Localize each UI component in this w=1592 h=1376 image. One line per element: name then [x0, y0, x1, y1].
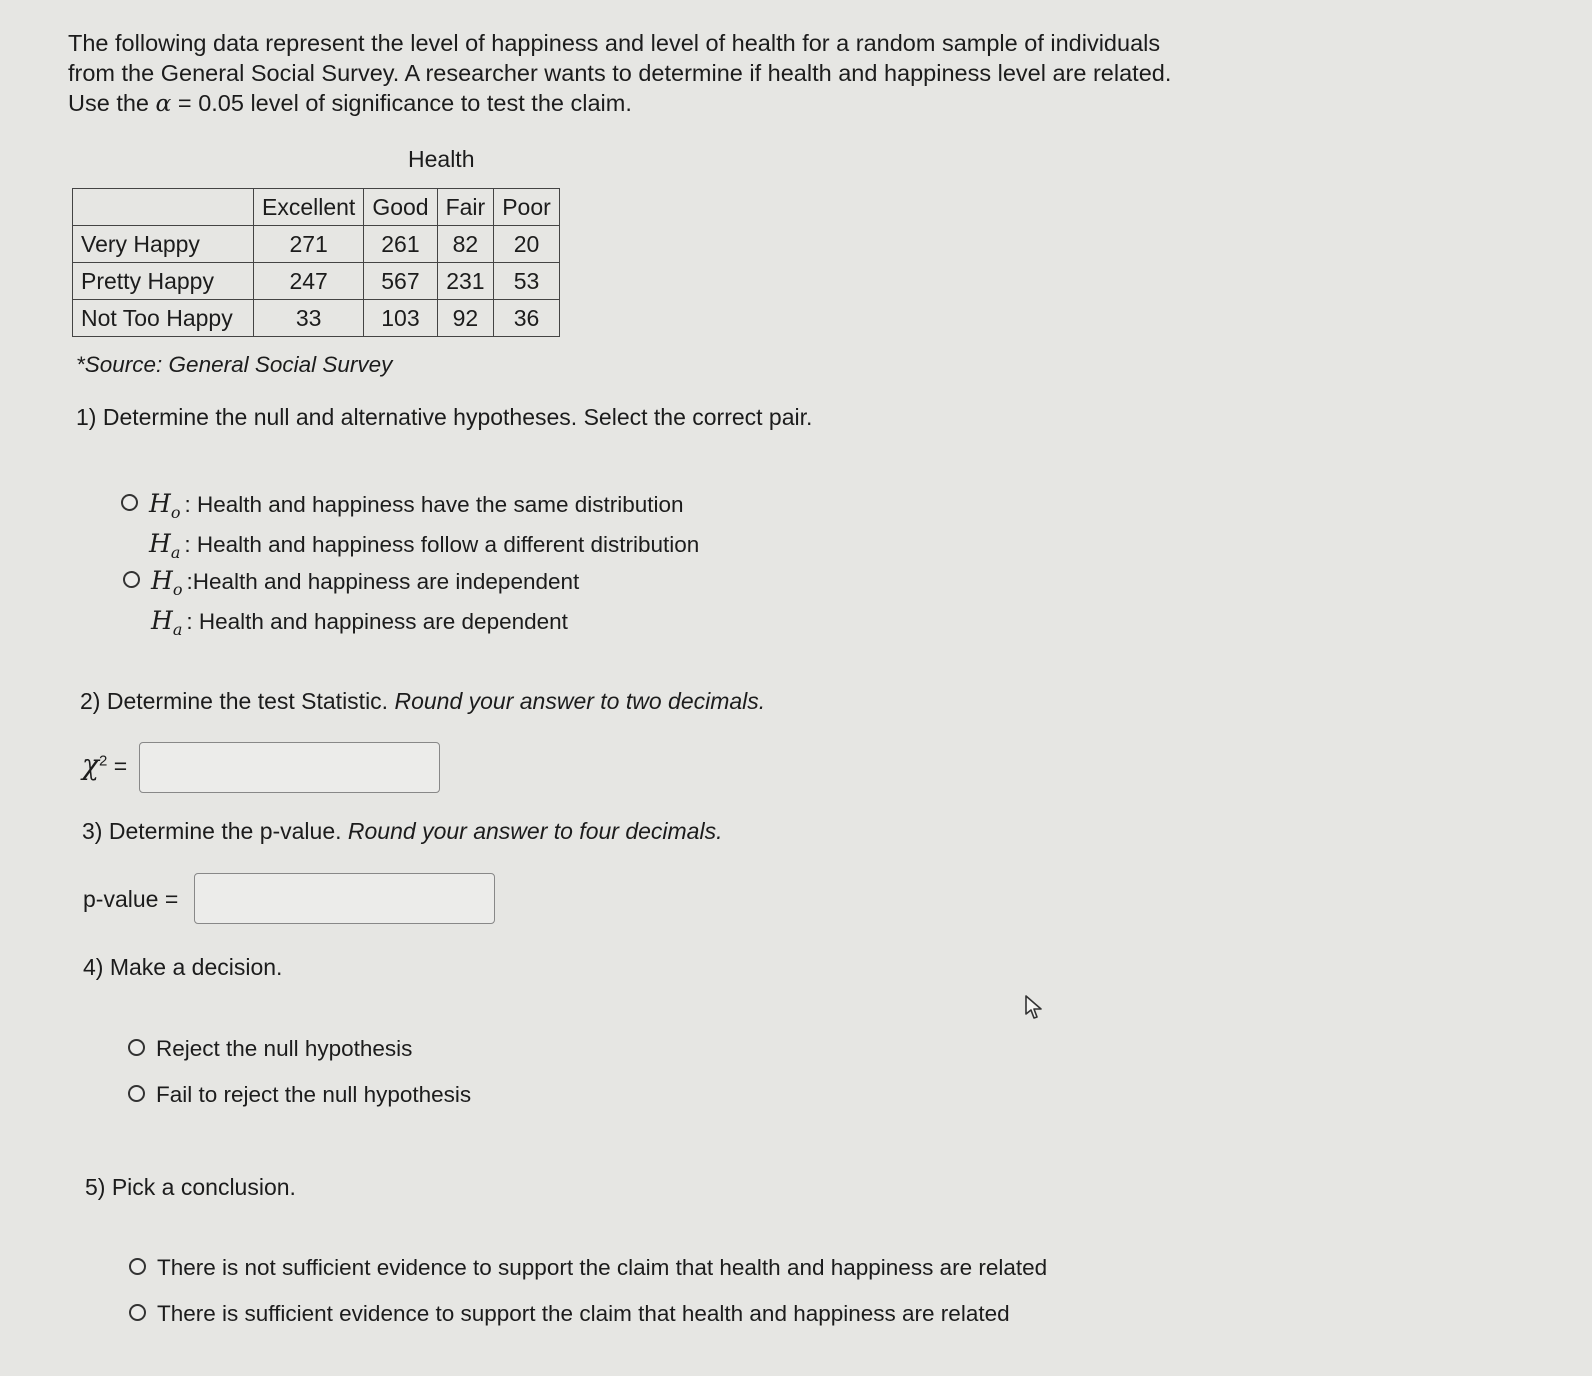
- intro-line-3-post: = 0.05 level of significance to test the claim.: [171, 90, 632, 116]
- problem-statement: [68, 28, 1288, 118]
- intro-line-1: The following data represent the level of happiness and level of health for a random sample of individuals: [68, 30, 1161, 56]
- table-cell: 33: [254, 300, 364, 337]
- table-row: [73, 300, 560, 337]
- p-value-input[interactable]: [194, 873, 495, 924]
- q4-option-reject[interactable]: [128, 1033, 412, 1064]
- table-caption: Health: [408, 146, 475, 172]
- contingency-table: [72, 188, 560, 337]
- table-header-corner: [73, 189, 254, 226]
- q4-prompt: 4) Make a decision.: [83, 954, 283, 980]
- table-row: [73, 226, 560, 263]
- column-header-fair: Fair: [437, 189, 494, 226]
- q1-option-2-alt: [151, 605, 579, 645]
- table-cell: 261: [364, 226, 437, 263]
- table-cell: 231: [437, 263, 494, 300]
- q2-prompt-instruction: Round your answer to two decimals.: [394, 688, 766, 714]
- table-cell: 247: [254, 263, 364, 300]
- radio-button[interactable]: [128, 1085, 145, 1102]
- q5-option-not-sufficient[interactable]: [129, 1252, 1047, 1283]
- row-label: Very Happy: [73, 226, 254, 263]
- q1-option-2-null: [151, 565, 579, 605]
- chi-square-label: [82, 748, 127, 781]
- q4-option-fail-label: Fail to reject the null hypothesis: [156, 1082, 472, 1107]
- table-cell: 271: [254, 226, 364, 263]
- chi-equals: =: [107, 753, 128, 779]
- q5-option-sufficient-label: There is sufficient evidence to support the claim that health and happiness are related: [157, 1301, 1010, 1326]
- q1-prompt: 1) Determine the null and alternative hypotheses. Select the correct pair.: [76, 404, 813, 430]
- radio-button[interactable]: [128, 1039, 145, 1056]
- null-hypothesis-symbol: $H_o$: [151, 566, 183, 599]
- q1-option-1-alt: [149, 528, 699, 568]
- table-cell: 92: [437, 300, 494, 337]
- q1-option-2-ha-text: : Health and happiness are dependent: [186, 609, 568, 634]
- intro-line-2: from the General Social Survey. A researcher wants to determine if health and happiness level are related.: [68, 60, 1172, 86]
- table-cell: 82: [437, 226, 494, 263]
- q5-prompt: 5) Pick a conclusion.: [85, 1174, 296, 1200]
- radio-button[interactable]: [129, 1258, 146, 1275]
- q1-option-1[interactable]: [121, 488, 699, 568]
- q4-option-reject-label: Reject the null hypothesis: [156, 1036, 413, 1061]
- table-source-note: *Source: General Social Survey: [76, 352, 393, 377]
- q3-prompt-instruction: Round your answer to four decimals.: [347, 818, 723, 844]
- mouse-pointer-icon: [1024, 994, 1046, 1027]
- q1-option-2-text: [151, 565, 579, 645]
- column-header-poor: Poor: [494, 189, 560, 226]
- table-cell: 20: [494, 226, 560, 263]
- table-cell: 53: [494, 263, 560, 300]
- null-hypothesis-symbol: $H_o$: [149, 489, 181, 522]
- q5-option-not-sufficient-label: There is not sufficient evidence to support the claim that health and happiness are related: [157, 1255, 1048, 1280]
- q1-option-2[interactable]: [123, 565, 579, 645]
- test-statistic-input[interactable]: [139, 742, 440, 793]
- q4-option-fail-to-reject[interactable]: [128, 1079, 471, 1110]
- table-cell: 567: [364, 263, 437, 300]
- q2-prompt: [80, 688, 765, 715]
- alt-hypothesis-symbol: $H_a$: [149, 529, 181, 562]
- alpha-symbol: α: [155, 89, 172, 117]
- table-cell: 36: [494, 300, 560, 337]
- row-label: Not Too Happy: [73, 300, 254, 337]
- q1-option-1-null: [149, 488, 699, 528]
- alt-hypothesis-symbol: $H_a$: [151, 606, 183, 639]
- q1-option-2-h0-text: :Health and happiness are independent: [186, 569, 580, 594]
- column-header-excellent: Excellent: [254, 189, 364, 226]
- radio-button[interactable]: [123, 571, 140, 588]
- q3-prompt: [82, 818, 722, 845]
- table-row: [73, 263, 560, 300]
- q1-option-1-text: [149, 488, 699, 568]
- q2-prompt-text: 2) Determine the test Statistic.: [80, 688, 395, 714]
- table-header-row: [73, 189, 560, 226]
- q3-prompt-text: 3) Determine the p-value.: [82, 818, 348, 844]
- radio-button[interactable]: [129, 1304, 146, 1321]
- radio-button[interactable]: [121, 494, 138, 511]
- p-value-label: p-value =: [83, 886, 179, 912]
- q1-option-1-h0-text: : Health and happiness have the same distribution: [184, 492, 684, 517]
- row-label: Pretty Happy: [73, 263, 254, 300]
- column-header-good: Good: [364, 189, 437, 226]
- chi-exponent: 2: [98, 752, 108, 770]
- table-cell: 103: [364, 300, 437, 337]
- q5-option-sufficient[interactable]: [129, 1298, 1010, 1329]
- q1-option-1-ha-text: : Health and happiness follow a different distribution: [184, 532, 700, 557]
- intro-line-3: [68, 88, 1288, 118]
- intro-line-3-pre: Use the: [68, 90, 156, 116]
- chi-symbol: χ: [82, 748, 99, 781]
